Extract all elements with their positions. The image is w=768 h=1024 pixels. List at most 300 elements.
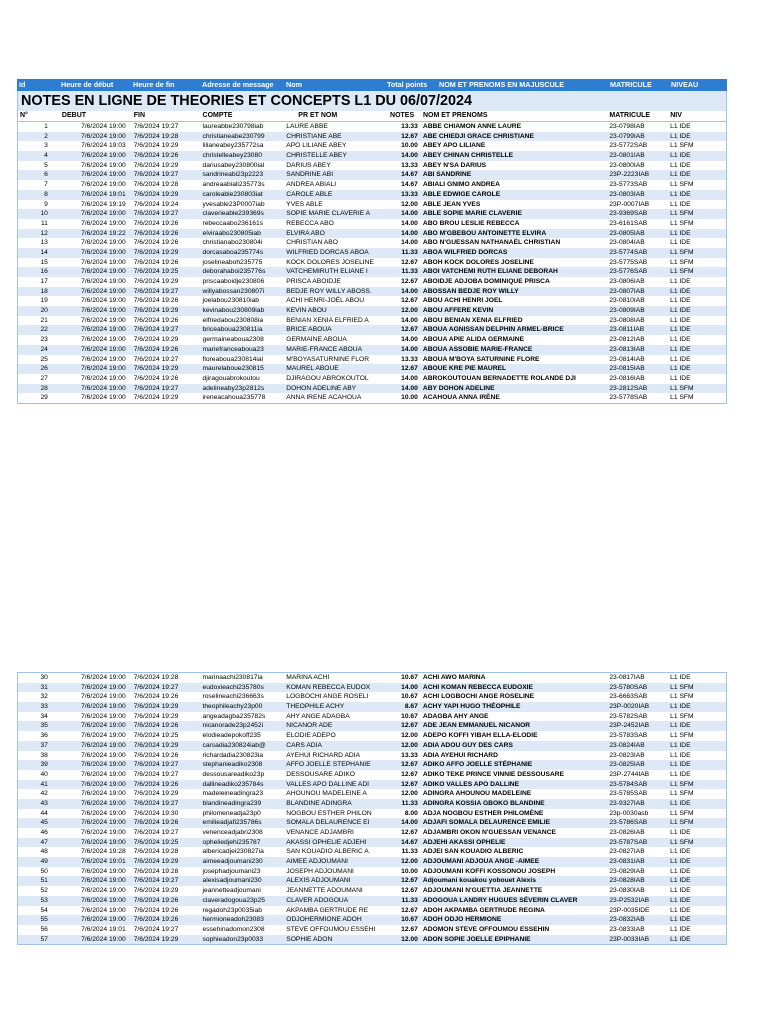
cell-account: willyabossan230807i bbox=[202, 287, 265, 295]
cell-level: L1 IDE bbox=[670, 229, 691, 237]
cell-score: 14.67 bbox=[401, 171, 418, 179]
cell-end: 7/6/2024 19:25 bbox=[133, 732, 179, 740]
cell-end: 7/6/2024 19:27 bbox=[133, 210, 179, 218]
cell-account: christelleabey23080 bbox=[202, 152, 262, 160]
cell-start: 7/6/2024 19:28 bbox=[81, 848, 126, 856]
cell-level: L1 SFM bbox=[670, 384, 694, 392]
cell-level: L1 SFM bbox=[670, 712, 694, 720]
cell-id: 38 bbox=[40, 751, 48, 759]
cell-start: 7/6/2024 19:00 bbox=[81, 171, 126, 179]
cell-account: regadoh23p0035iab bbox=[202, 906, 262, 914]
cell-matricule: 23-0815IAB bbox=[609, 365, 645, 373]
cell-matricule: 23-5786SAB bbox=[609, 819, 648, 827]
cell-level: L1 SFM bbox=[670, 819, 694, 827]
cell-start: 7/6/2024 19:00 bbox=[81, 248, 126, 256]
cell-name: ANNA IRENE ACAHOUA bbox=[286, 394, 362, 402]
cell-account: roselineachi236663s bbox=[202, 693, 264, 701]
cell-full-name: ABLE EDWIGE CAROLE bbox=[422, 190, 501, 198]
cell-level: L1 IDE bbox=[670, 326, 691, 334]
cell-start: 7/6/2024 19:00 bbox=[81, 867, 126, 875]
cell-level: L1 IDE bbox=[670, 877, 691, 885]
cell-start: 7/6/2024 19:00 bbox=[81, 674, 126, 681]
cell-name: ALEXIS ADJOUMANI bbox=[286, 877, 351, 885]
cell-account: venenceadjabri2308 bbox=[202, 829, 263, 836]
table-row bbox=[18, 673, 726, 683]
cell-id: 21 bbox=[40, 316, 48, 324]
cell-full-name: ADOH ODJO HERMIONE bbox=[422, 916, 502, 924]
cell-name: SANDRINE ABI bbox=[286, 171, 334, 179]
cell-account: essehinadomon2308 bbox=[202, 925, 265, 933]
table-row bbox=[18, 325, 726, 335]
cell-account: elviraabo230805iab bbox=[202, 229, 261, 237]
cell-end: 7/6/2024 19:26 bbox=[133, 819, 179, 827]
cell-id: 52 bbox=[40, 887, 48, 895]
cell-name: CHRISTIAN ABO bbox=[286, 239, 338, 247]
cell-score: 11.33 bbox=[401, 799, 418, 807]
form-export-header bbox=[17, 79, 727, 91]
cell-id: 54 bbox=[40, 906, 48, 914]
table-row bbox=[18, 770, 726, 780]
cell-matricule: 23-0803IAB bbox=[609, 190, 645, 198]
cell-end: 7/6/2024 19:29 bbox=[133, 278, 179, 285]
table-row bbox=[18, 731, 726, 741]
cell-end: 7/6/2024 19:26 bbox=[133, 345, 179, 353]
cell-matricule: 23P-0007IAB bbox=[609, 200, 650, 208]
cell-full-name: Adjoumani kouakou yobouet Alexis bbox=[422, 877, 536, 885]
cell-matricule: 23-5783SAB bbox=[609, 732, 648, 740]
cell-id: 51 bbox=[40, 877, 48, 885]
cell-full-name: ADJA NOGBOU ESTHER PHILOMÈNE bbox=[422, 809, 544, 817]
table-row bbox=[18, 847, 726, 857]
cell-name: AIMEE ADJOUMANI bbox=[286, 858, 348, 866]
cell-matricule: 23-0810IAB bbox=[609, 297, 645, 305]
cell-matricule: 23-0830IAB bbox=[609, 887, 645, 895]
cell-end: 7/6/2024 19:29 bbox=[133, 790, 179, 798]
cell-matricule: 23-0799IAB bbox=[609, 132, 645, 140]
cell-start: 7/6/2024 19:00 bbox=[81, 741, 126, 749]
cell-end: 7/6/2024 19:27 bbox=[133, 683, 179, 691]
cell-id: 15 bbox=[40, 258, 48, 266]
cell-matricule: 23-0812IAB bbox=[609, 336, 645, 344]
cell-end: 7/6/2024 19:29 bbox=[133, 741, 179, 749]
cell-full-name: ADINGRA AHOUNOU MADELEINE bbox=[422, 790, 532, 798]
cell-score: 12.67 bbox=[401, 887, 418, 895]
col-header-matricule: MATRICULE bbox=[610, 80, 652, 89]
cell-name: THEOPHILE ACHY bbox=[286, 703, 345, 711]
cell-id: 13 bbox=[40, 239, 48, 247]
table-row bbox=[18, 712, 726, 722]
cell-end: 7/6/2024 19:29 bbox=[133, 161, 179, 169]
sheet-page-2 bbox=[17, 672, 727, 945]
cell-id: 49 bbox=[40, 858, 48, 866]
cell-matricule: 23-6161SAB bbox=[609, 219, 648, 227]
cell-id: 5 bbox=[44, 161, 48, 169]
cell-account: rebeccaabo236161s bbox=[202, 219, 264, 227]
cell-matricule: 23-5778SAB bbox=[609, 394, 648, 402]
table-row bbox=[18, 915, 726, 925]
cell-end: 7/6/2024 19:29 bbox=[133, 190, 179, 198]
cell-level: L1 IDE bbox=[670, 190, 691, 198]
cell-score: 14.00 bbox=[401, 819, 418, 827]
table-row bbox=[18, 828, 726, 838]
cell-end: 7/6/2024 19:27 bbox=[133, 829, 179, 836]
cell-matricule: 23-0807IAB bbox=[609, 287, 645, 295]
cell-end: 7/6/2024 19:27 bbox=[133, 761, 179, 769]
cell-end: 7/6/2024 19:26 bbox=[133, 374, 179, 382]
cell-id: 9 bbox=[44, 200, 48, 208]
cell-name: VATCHEMIRUTH ELIANE I bbox=[286, 268, 368, 276]
cell-account: dessousareadiko23p bbox=[202, 770, 265, 778]
cell-id: 25 bbox=[40, 355, 48, 363]
cell-name: LOGBOCHI ANGE ROSELI bbox=[286, 693, 369, 701]
cell-account: kevinabou230809iab bbox=[202, 307, 265, 315]
cell-matricule: 23-0826IAB bbox=[609, 829, 645, 836]
cell-matricule: 23-0801IAB bbox=[609, 152, 645, 160]
cell-full-name: ABLE SOPIE MARIE CLAVERIE bbox=[422, 210, 522, 218]
cell-id: 43 bbox=[40, 799, 48, 807]
cell-full-name: ADOMON STEVE OFFOUMOU ESSEHIN bbox=[422, 925, 550, 933]
cell-matricule: 23-0805IAB bbox=[609, 229, 645, 237]
cell-start: 7/6/2024 19:00 bbox=[81, 374, 126, 382]
cell-id: 11 bbox=[40, 219, 48, 227]
col-header-name: Nom bbox=[286, 80, 302, 89]
cell-level: L1 SFM bbox=[670, 394, 694, 402]
cell-id: 41 bbox=[40, 780, 48, 788]
cell-end: 7/6/2024 19:26 bbox=[133, 916, 179, 924]
cell-id: 18 bbox=[40, 287, 48, 295]
cell-level: L1 IDE bbox=[670, 365, 691, 373]
cell-score: 12.00 bbox=[401, 732, 418, 740]
cell-full-name: ADJAFI SOMALA DELAURENCE EMILIE bbox=[422, 819, 551, 827]
cell-name: KOCK DOLORES JOSELINE bbox=[286, 258, 374, 266]
cell-matricule: 23-5784SAB bbox=[609, 780, 648, 788]
cell-score: 14.67 bbox=[401, 838, 418, 846]
cell-level: L1 SFM bbox=[670, 219, 694, 227]
cell-start: 7/6/2024 19:00 bbox=[81, 770, 126, 778]
cell-score: 14.00 bbox=[401, 239, 418, 247]
cell-name: SOMALA DELAURENCE EI bbox=[286, 819, 370, 827]
cell-score: 14.00 bbox=[401, 336, 418, 344]
cell-name: VALLES APO DALLINE ADI bbox=[286, 780, 370, 788]
cell-full-name: ABOUE KRE PIE MAUREL bbox=[422, 365, 507, 373]
cell-score: 12.67 bbox=[401, 365, 418, 373]
cell-score: 10.00 bbox=[401, 142, 418, 150]
table-row bbox=[18, 867, 726, 877]
cell-id: 34 bbox=[40, 712, 48, 720]
cell-score: 12.67 bbox=[401, 258, 418, 266]
cell-matricule: 23-0800IAB bbox=[609, 161, 645, 169]
cell-start: 7/6/2024 19:00 bbox=[81, 161, 126, 169]
cell-id: 30 bbox=[40, 674, 48, 681]
cell-id: 46 bbox=[40, 829, 48, 836]
cell-end: 7/6/2024 19:27 bbox=[133, 877, 179, 885]
cell-level: L1 SFM bbox=[670, 693, 694, 701]
cell-level: L1 SFM bbox=[670, 142, 694, 150]
col-header-name-caps: NOM ET PRENOMS EN MAJUSCULE bbox=[439, 80, 564, 89]
cell-full-name: ACAHOUA ANNA IRÈNE bbox=[422, 394, 500, 402]
sheet-page-1 bbox=[17, 79, 727, 404]
col-header-email: Adresse de message bbox=[202, 80, 274, 89]
cell-start: 7/6/2024 19:00 bbox=[81, 780, 126, 788]
cell-name: CARS ADIA bbox=[286, 741, 322, 749]
cell-score: 13.33 bbox=[401, 161, 418, 169]
cell-id: 6 bbox=[44, 171, 48, 179]
cell-score: 11.33 bbox=[401, 248, 418, 256]
cell-full-name: ADJEI SAN KOUADIO ALBERIC bbox=[422, 848, 524, 856]
cell-account: nicanorade23p2452i bbox=[202, 722, 264, 730]
cell-id: 56 bbox=[40, 925, 48, 933]
cell-name: ACHI HENRI-JOËL ABOU bbox=[286, 297, 365, 305]
cell-account: alexisadjoumani230 bbox=[202, 877, 262, 885]
table-row bbox=[18, 200, 726, 210]
cell-name: ODJOHERMIONE ADOH bbox=[286, 916, 362, 924]
table-row bbox=[18, 248, 726, 258]
cell-id: 35 bbox=[40, 722, 48, 730]
table-row bbox=[18, 364, 726, 374]
cell-level: L1 IDE bbox=[670, 770, 691, 778]
cell-level: L1 SFM bbox=[670, 732, 694, 740]
table-row bbox=[18, 702, 726, 712]
cell-account: sophieadon23p0033 bbox=[202, 935, 264, 943]
cell-start: 7/6/2024 19:01 bbox=[81, 925, 126, 933]
cell-name: SOPHIE ADON bbox=[286, 935, 333, 943]
subheader-debut: DEBUT bbox=[61, 112, 87, 119]
cell-start: 7/6/2024 19:00 bbox=[81, 838, 126, 846]
cell-account: deborahaboi235776s bbox=[202, 268, 266, 276]
cell-matricule: 23-0827IAB bbox=[609, 848, 645, 856]
cell-matricule: 23-0814IAB bbox=[609, 355, 645, 363]
cell-id: 55 bbox=[40, 916, 48, 924]
cell-account: stephanieadiko2308 bbox=[202, 761, 263, 769]
cell-full-name: ABOUA AGNISSAN DELPHIN ARMEL-BRICE bbox=[422, 326, 564, 334]
cell-start: 7/6/2024 19:19 bbox=[81, 200, 126, 208]
cell-level: L1 IDE bbox=[670, 345, 691, 353]
cell-end: 7/6/2024 19:26 bbox=[133, 906, 179, 914]
cell-full-name: ABOU ACHI HENRI JOEL bbox=[422, 297, 503, 305]
cell-score: 10.67 bbox=[401, 916, 418, 924]
table-row bbox=[18, 355, 726, 365]
cell-start: 7/6/2024 19:00 bbox=[81, 287, 126, 295]
cell-end: 7/6/2024 19:28 bbox=[133, 867, 179, 875]
cell-level: L1 IDE bbox=[670, 200, 691, 208]
cell-start: 7/6/2024 19:00 bbox=[81, 239, 126, 247]
cell-end: 7/6/2024 19:26 bbox=[133, 316, 179, 324]
table-row bbox=[18, 809, 726, 819]
cell-id: 45 bbox=[40, 819, 48, 827]
table-row bbox=[18, 316, 726, 326]
cell-level: L1 IDE bbox=[670, 896, 691, 904]
cell-account: sandrineabi23p2223 bbox=[202, 171, 264, 179]
cell-full-name: ADIA AYEHUI RICHARD bbox=[422, 751, 498, 759]
table-row bbox=[18, 741, 726, 751]
cell-account: emilieadjafi235786s bbox=[202, 819, 262, 827]
cell-account: priscaaboidje230806 bbox=[202, 278, 265, 285]
cell-matricule: 23-0809IAB bbox=[609, 307, 645, 315]
cell-name: REBECCA ABO bbox=[286, 219, 334, 227]
cell-full-name: ABY DOHON ADELINE bbox=[422, 384, 495, 392]
cell-id: 8 bbox=[44, 190, 48, 198]
cell-full-name: ABOIDJE ADJOBA DOMINIQUE PRISCA bbox=[422, 278, 550, 285]
cell-name: NOGBOU ESTHER PHILON bbox=[286, 809, 372, 817]
cell-score: 12.67 bbox=[401, 877, 418, 885]
cell-end: 7/6/2024 19:28 bbox=[133, 674, 179, 681]
cell-level: L1 SFM bbox=[670, 809, 694, 817]
cell-level: L1 IDE bbox=[670, 916, 691, 924]
cell-score: 12.00 bbox=[401, 200, 418, 208]
cell-account: richardadia230823ia bbox=[202, 751, 264, 759]
cell-matricule: 23-9327IAB bbox=[609, 799, 645, 807]
cell-level: L1 IDE bbox=[670, 887, 691, 895]
cell-end: 7/6/2024 19:29 bbox=[133, 394, 179, 402]
cell-account: christianeabe230799 bbox=[202, 132, 265, 140]
cell-level: L1 SFM bbox=[670, 258, 694, 266]
cell-id: 1 bbox=[44, 123, 48, 130]
cell-full-name: ACHI LOGBOCHI ANGE ROSELINE bbox=[422, 693, 535, 701]
cell-full-name: ABIALI GNIMO ANDREA bbox=[422, 181, 500, 189]
cell-score: 11.33 bbox=[401, 896, 418, 904]
table-row bbox=[18, 335, 726, 345]
table-row bbox=[18, 896, 726, 906]
cell-matricule: 23-5782SAB bbox=[609, 712, 648, 720]
table-row bbox=[18, 209, 726, 219]
cell-end: 7/6/2024 19:27 bbox=[133, 770, 179, 778]
cell-full-name: ABROKOUTOUAN BERNADETTE ROLANDE DJI bbox=[422, 374, 576, 382]
subheader-niv: NIV bbox=[670, 112, 682, 119]
table-row bbox=[18, 296, 726, 306]
cell-name: CLAVER ADOGOUA bbox=[286, 896, 349, 904]
cell-start: 7/6/2024 19:00 bbox=[81, 809, 126, 817]
cell-start: 7/6/2024 19:00 bbox=[81, 819, 126, 827]
cell-score: 8.00 bbox=[404, 809, 418, 817]
cell-matricule: 23-5774SAB bbox=[609, 248, 648, 256]
cell-score: 12.67 bbox=[401, 925, 418, 933]
cell-id: 29 bbox=[40, 394, 48, 402]
cell-name: ANDREA ABIALI bbox=[286, 181, 337, 189]
cell-end: 7/6/2024 19:27 bbox=[133, 326, 179, 334]
table-row bbox=[18, 838, 726, 848]
cell-full-name: ADINGRA KOSSIA GBOKO BLANDINE bbox=[422, 799, 545, 807]
cell-full-name: ABOU AFFERE KEVIN bbox=[422, 307, 494, 315]
cell-full-name: ABEY N'SA DARIUS bbox=[422, 161, 487, 169]
cell-account: christianabo230804i bbox=[202, 239, 263, 247]
cell-account: jeannetteadjoumani bbox=[202, 887, 261, 895]
subheader-num: N° bbox=[20, 112, 28, 119]
cell-score: 10.67 bbox=[401, 674, 418, 681]
cell-matricule: 23-0831IAB bbox=[609, 858, 645, 866]
cell-id: 10 bbox=[40, 210, 48, 218]
cell-start: 7/6/2024 19:00 bbox=[81, 219, 126, 227]
cell-end: 7/6/2024 19:24 bbox=[133, 200, 179, 208]
table-row bbox=[18, 151, 726, 161]
cell-level: L1 IDE bbox=[670, 935, 691, 943]
cell-full-name: ABEY CHINAN CHRISTELLE bbox=[422, 152, 514, 160]
cell-account: blandineadingra239 bbox=[202, 799, 262, 807]
cell-id: 44 bbox=[40, 809, 48, 817]
cell-start: 7/6/2024 19:00 bbox=[81, 336, 126, 344]
col-header-start: Heure de début bbox=[61, 80, 114, 89]
cell-end: 7/6/2024 19:27 bbox=[133, 355, 179, 363]
cell-full-name: ABOUA ASSOBIE MARIE-FRANCE bbox=[422, 345, 533, 353]
cell-start: 7/6/2024 19:00 bbox=[81, 703, 126, 711]
cell-start: 7/6/2024 19:00 bbox=[81, 355, 126, 363]
cell-account: joselineaboh235775 bbox=[202, 258, 263, 266]
cell-end: 7/6/2024 19:28 bbox=[133, 132, 179, 140]
cell-full-name: ADIKO VALLES APO DALLINE bbox=[422, 780, 520, 788]
cell-full-name: ADIKO AFFO JOELLE STÉPHANIE bbox=[422, 761, 533, 769]
cell-account: adelineaby23p2812s bbox=[202, 384, 265, 392]
cell-level: L1 SFM bbox=[670, 210, 694, 218]
cell-score: 13.33 bbox=[401, 190, 418, 198]
cell-matricule: 23-9369SAB bbox=[609, 210, 648, 218]
cell-end: 7/6/2024 19:27 bbox=[133, 799, 179, 807]
cell-start: 7/6/2024 19:00 bbox=[81, 916, 126, 924]
table-row bbox=[18, 141, 726, 151]
cell-id: 27 bbox=[40, 374, 48, 382]
cell-start: 7/6/2024 19:00 bbox=[81, 307, 126, 315]
cell-account: dorcasaboa235774s bbox=[202, 248, 264, 256]
cell-score: 14.00 bbox=[401, 345, 418, 353]
table-row bbox=[18, 374, 726, 384]
table-row bbox=[18, 229, 726, 239]
table-row bbox=[18, 238, 726, 248]
cell-start: 7/6/2024 19:00 bbox=[81, 132, 126, 140]
cell-account: joelabou230810iab bbox=[202, 297, 260, 305]
cell-name: AFFO JOELLE STEPHANIE bbox=[286, 761, 371, 769]
cell-matricule: 23-5780SAB bbox=[609, 683, 648, 691]
cell-matricule: 23-0825IAB bbox=[609, 761, 645, 769]
cell-name: DJIRAGOU ABROKOUTOL bbox=[286, 374, 369, 382]
cell-level: L1 IDE bbox=[670, 829, 691, 836]
cell-account: claverieable239369s bbox=[202, 210, 264, 218]
cell-end: 7/6/2024 19:29 bbox=[133, 858, 179, 866]
cell-score: 14.67 bbox=[401, 181, 418, 189]
cell-account: albericadjei230827ia bbox=[202, 848, 264, 856]
cell-full-name: ADOH AKPAMBA GERTRUDE REGINA bbox=[422, 906, 545, 914]
cell-name: DOHON ADELINE ABY bbox=[286, 384, 357, 392]
cell-level: L1 IDE bbox=[670, 152, 691, 160]
cell-start: 7/6/2024 19:00 bbox=[81, 326, 126, 334]
cell-end: 7/6/2024 19:26 bbox=[133, 152, 179, 160]
table-body-2 bbox=[17, 672, 727, 945]
cell-matricule: 23-6663SAB bbox=[609, 693, 648, 701]
cell-name: SAN KOUADIO ALBERIC A bbox=[286, 848, 369, 856]
cell-start: 7/6/2024 19:00 bbox=[81, 268, 126, 276]
table-row bbox=[18, 306, 726, 316]
cell-score: 11.33 bbox=[401, 268, 418, 276]
cell-end: 7/6/2024 19:28 bbox=[133, 848, 179, 856]
cell-level: L1 IDE bbox=[670, 171, 691, 179]
table-row bbox=[18, 906, 726, 916]
table-row bbox=[18, 886, 726, 896]
cell-level: L1 IDE bbox=[670, 123, 691, 130]
cell-end: 7/6/2024 19:27 bbox=[133, 171, 179, 179]
cell-account: caroleable230803iat bbox=[202, 190, 263, 198]
subheader-notes: NOTES bbox=[390, 112, 415, 119]
cell-end: 7/6/2024 19:29 bbox=[133, 887, 179, 895]
table-row bbox=[18, 258, 726, 268]
cell-level: L1 IDE bbox=[670, 297, 691, 305]
cell-account: theophileachy23p00 bbox=[202, 703, 263, 711]
cell-level: L1 IDE bbox=[670, 858, 691, 866]
cell-level: L1 IDE bbox=[670, 307, 691, 315]
cell-name: SOPIE MARIE CLAVERIE A bbox=[286, 210, 371, 218]
table-row bbox=[18, 277, 726, 287]
cell-full-name: ADE JEAN EMMANUEL NICANOR bbox=[422, 722, 531, 730]
cell-end: 7/6/2024 19:27 bbox=[133, 287, 179, 295]
cell-matricule: 23-0798IAB bbox=[609, 123, 645, 130]
cell-matricule: 23P-0035IDE bbox=[609, 906, 650, 914]
cell-start: 7/6/2024 19:00 bbox=[81, 394, 126, 402]
